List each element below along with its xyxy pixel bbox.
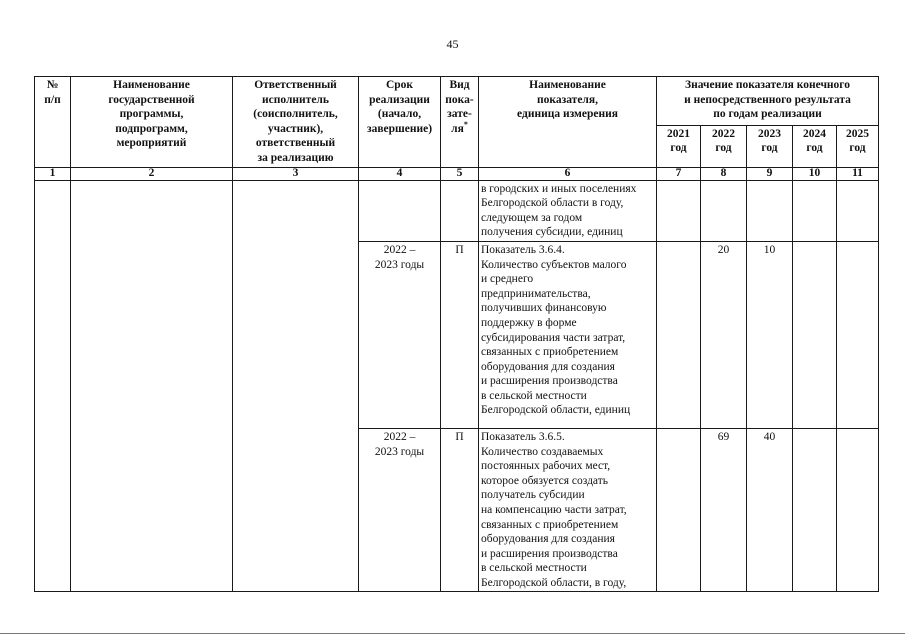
indicator-cell: в городских и иных поселениях Белгородской области в году, следующем за годом получения субсидии, единиц	[479, 180, 657, 241]
column-number: 5	[441, 167, 479, 180]
header-values-group: Значение показателя конечного и непосредственного результата по годам реализации	[657, 77, 879, 126]
value-2021	[657, 428, 701, 592]
column-number: 4	[359, 167, 441, 180]
value-2024	[793, 180, 837, 241]
column-number: 3	[233, 167, 359, 180]
header-number: № п/п	[35, 77, 71, 168]
value-2022: 69	[701, 428, 747, 592]
header-program-name: Наименование государственной программы, подпрограмм, мероприятий	[71, 77, 233, 168]
header-indicator-name: Наименование показателя, единица измерения	[479, 77, 657, 168]
header-year-2023: 2023 год	[747, 125, 793, 167]
program-cell	[71, 180, 233, 592]
column-number: 1	[35, 167, 71, 180]
header-year-2025: 2025 год	[837, 125, 879, 167]
indicator-cell: Показатель 3.6.4. Количество субъектов малого и среднего предпринимательства, получивших финансовую поддержку в форме субсидирования части затрат, связанных с приобретением оборудования для создания и расширения производства в сельской местности Белгородской области, единиц	[479, 241, 657, 428]
header-year-2021: 2021 год	[657, 125, 701, 167]
indicator-kind-cell: П	[441, 241, 479, 428]
footnote-mark: *	[463, 119, 468, 129]
value-2021	[657, 241, 701, 428]
period-cell	[359, 180, 441, 241]
value-2023: 10	[747, 241, 793, 428]
value-2025	[837, 428, 879, 592]
column-number: 10	[793, 167, 837, 180]
indicators-table	[34, 76, 879, 592]
header-responsible: Ответственный исполнитель (соисполнитель, участник), ответственный за реализацию	[233, 77, 359, 168]
table-row	[35, 180, 879, 241]
value-2022: 20	[701, 241, 747, 428]
column-number-row	[35, 167, 879, 180]
column-number: 6	[479, 167, 657, 180]
header-year-2022: 2022 год	[701, 125, 747, 167]
indicator-cell: Показатель 3.6.5. Количество создаваемых постоянных рабочих мест, которое обязуется создать получатель субсидии на компенсацию части затрат, связанных с приобретением оборудования для создания и расширения производства в сельской местности Белгородской области, в году,	[479, 428, 657, 592]
period-cell: 2022 – 2023 годы	[359, 241, 441, 428]
header-period: Срок реализации (начало, завершение)	[359, 77, 441, 168]
column-number: 7	[657, 167, 701, 180]
responsible-cell	[233, 180, 359, 592]
indicator-kind-cell: П	[441, 428, 479, 592]
header-year-2024: 2024 год	[793, 125, 837, 167]
header-indicator-kind: Вид пока- зате- ля*	[441, 77, 479, 168]
value-2025	[837, 180, 879, 241]
column-number: 2	[71, 167, 233, 180]
value-2024	[793, 241, 837, 428]
column-number: 9	[747, 167, 793, 180]
column-number: 11	[837, 167, 879, 180]
value-2024	[793, 428, 837, 592]
value-2021	[657, 180, 701, 241]
value-2025	[837, 241, 879, 428]
period-cell: 2022 – 2023 годы	[359, 428, 441, 592]
value-2022	[701, 180, 747, 241]
indicator-kind-cell	[441, 180, 479, 241]
program-name-cell	[35, 180, 71, 592]
value-2023	[747, 180, 793, 241]
page-number: 45	[446, 37, 459, 51]
scan-edge-rule	[0, 633, 905, 634]
column-number: 8	[701, 167, 747, 180]
value-2023: 40	[747, 428, 793, 592]
